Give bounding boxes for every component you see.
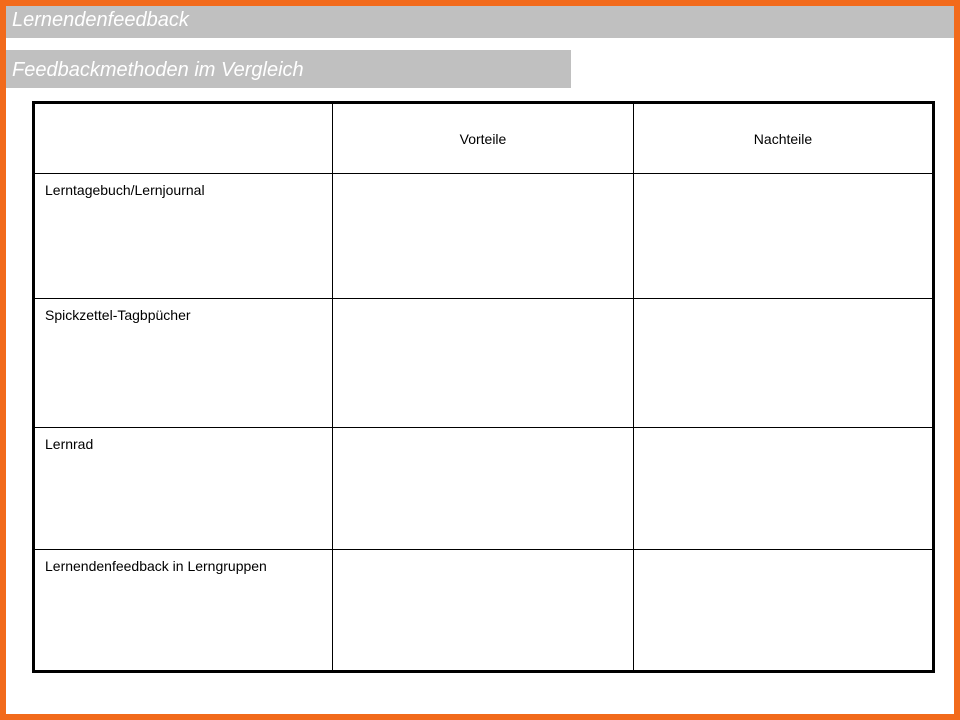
page-subtitle: Feedbackmethoden im Vergleich [12,59,304,81]
nachteile-cell [633,299,933,428]
vorteile-cell [332,299,633,428]
title-bar [6,6,954,38]
method-cell: Lernendenfeedback in Lerngruppen [34,550,333,672]
table-row [34,174,934,299]
table-row [34,550,934,672]
nachteile-cell [633,550,933,672]
vorteile-cell [332,550,633,672]
header-cell-vorteile: Vorteile [332,103,633,174]
comparison-table [32,101,935,673]
comparison-table-wrapper [32,101,935,673]
vorteile-cell [332,428,633,550]
header-cell-nachteile: Nachteile [633,103,933,174]
method-cell: Spickzettel-Tagbpücher [34,299,333,428]
method-cell: Lerntagebuch/Lernjournal [34,174,333,299]
nachteile-cell [633,174,933,299]
subtitle-bar [6,50,571,88]
header-cell-empty [34,103,333,174]
table-row [34,428,934,550]
vorteile-cell [332,174,633,299]
table-row [34,299,934,428]
page-title: Lernendenfeedback [12,9,189,31]
nachteile-cell [633,428,933,550]
method-cell: Lernrad [34,428,333,550]
table-header-row [34,103,934,174]
